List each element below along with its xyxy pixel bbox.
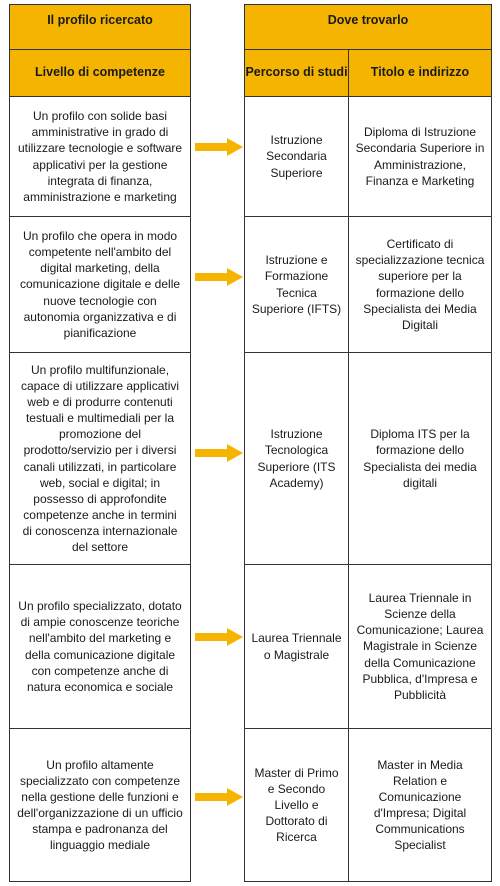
profile-cell-2: Un profilo che opera in modo competente nell'ambito del digital marketing, della comunicazione digitale e delle nuove tecnologie con autonomia organizzativa e di pianificazione: [10, 217, 190, 353]
profile-cell-5: Un profilo altamente specializzato con competenze nella gestione delle funzioni e dell'organizzazione di un ufficio stampa e padronanza del linguaggio mediale: [17, 757, 183, 853]
arrow-right-icon: [195, 788, 243, 806]
title-cell-5: Master in Media Relation e Comunicazione d'Impresa; Digital Communications Specialist: [373, 757, 467, 853]
profile-cell-3: Un profilo multifunzionale, capace di utilizzare applicativi web e di produrre contenuti testuali e multimediali per la promozione del prodotto/servizio per i diversi canali utilizzati, in particolare web, social e digital; in possesso di approfondite competenze anche in termini di conoscenza internazionale del settore: [10, 353, 190, 565]
where-header-title: Dove trovarlo: [245, 5, 491, 50]
where-header-title-column: Titolo e indirizzo: [349, 50, 491, 97]
arrow-right-icon: [195, 138, 243, 156]
title-cell-3: Diploma ITS per la formazione dello Specialista dei media digitali: [349, 353, 491, 565]
title-cell-1: Diploma di Istruzione Secondaria Superiore in Amministrazione, Finanza e Marketing: [349, 97, 491, 217]
path-cell-5: Master di Primo e Secondo Livello e Dottorato di Ricerca: [245, 729, 349, 881]
arrow-right-icon: [195, 444, 243, 462]
where-header-path: Percorso di studi: [245, 50, 349, 97]
arrow-right-icon: [195, 268, 243, 286]
path-cell-2: Istruzione e Formazione Tecnica Superiore (IFTS): [245, 217, 349, 353]
profile-cell-1: Un profilo con solide basi amministrative in grado di utilizzare tecnologie e software applicativi per la gestione integrata di finanza, amministrazione e marketing: [10, 97, 190, 217]
path-cell-1: Istruzione Secondaria Superiore: [245, 97, 349, 217]
profile-table: [9, 4, 191, 882]
profile-header-title: Il profilo ricercato: [10, 5, 190, 50]
arrow-right-icon: [195, 628, 243, 646]
title-cell-4: Laurea Triennale in Scienze della Comunicazione; Laurea Magistrale in Scienze della Comunicazione Pubblica, d'Impresa e Pubblicità: [349, 565, 491, 729]
title-cell-2: Certificato di specializzazione tecnica superiore per la formazione dello Specialista dei Media Digitali: [349, 217, 491, 353]
path-cell-3: Istruzione Tecnologica Superiore (ITS Academy): [245, 353, 349, 565]
path-cell-4: Laurea Triennale o Magistrale: [245, 565, 349, 729]
profile-header-subtitle: Livello di competenze: [10, 50, 190, 97]
where-table: [244, 4, 492, 882]
profile-cell-4: Un profilo specializzato, dotato di ampie conoscenze teoriche nell'ambito del marketing e della comunicazione digitale con competenze anche di natura economica e sociale: [10, 565, 190, 729]
